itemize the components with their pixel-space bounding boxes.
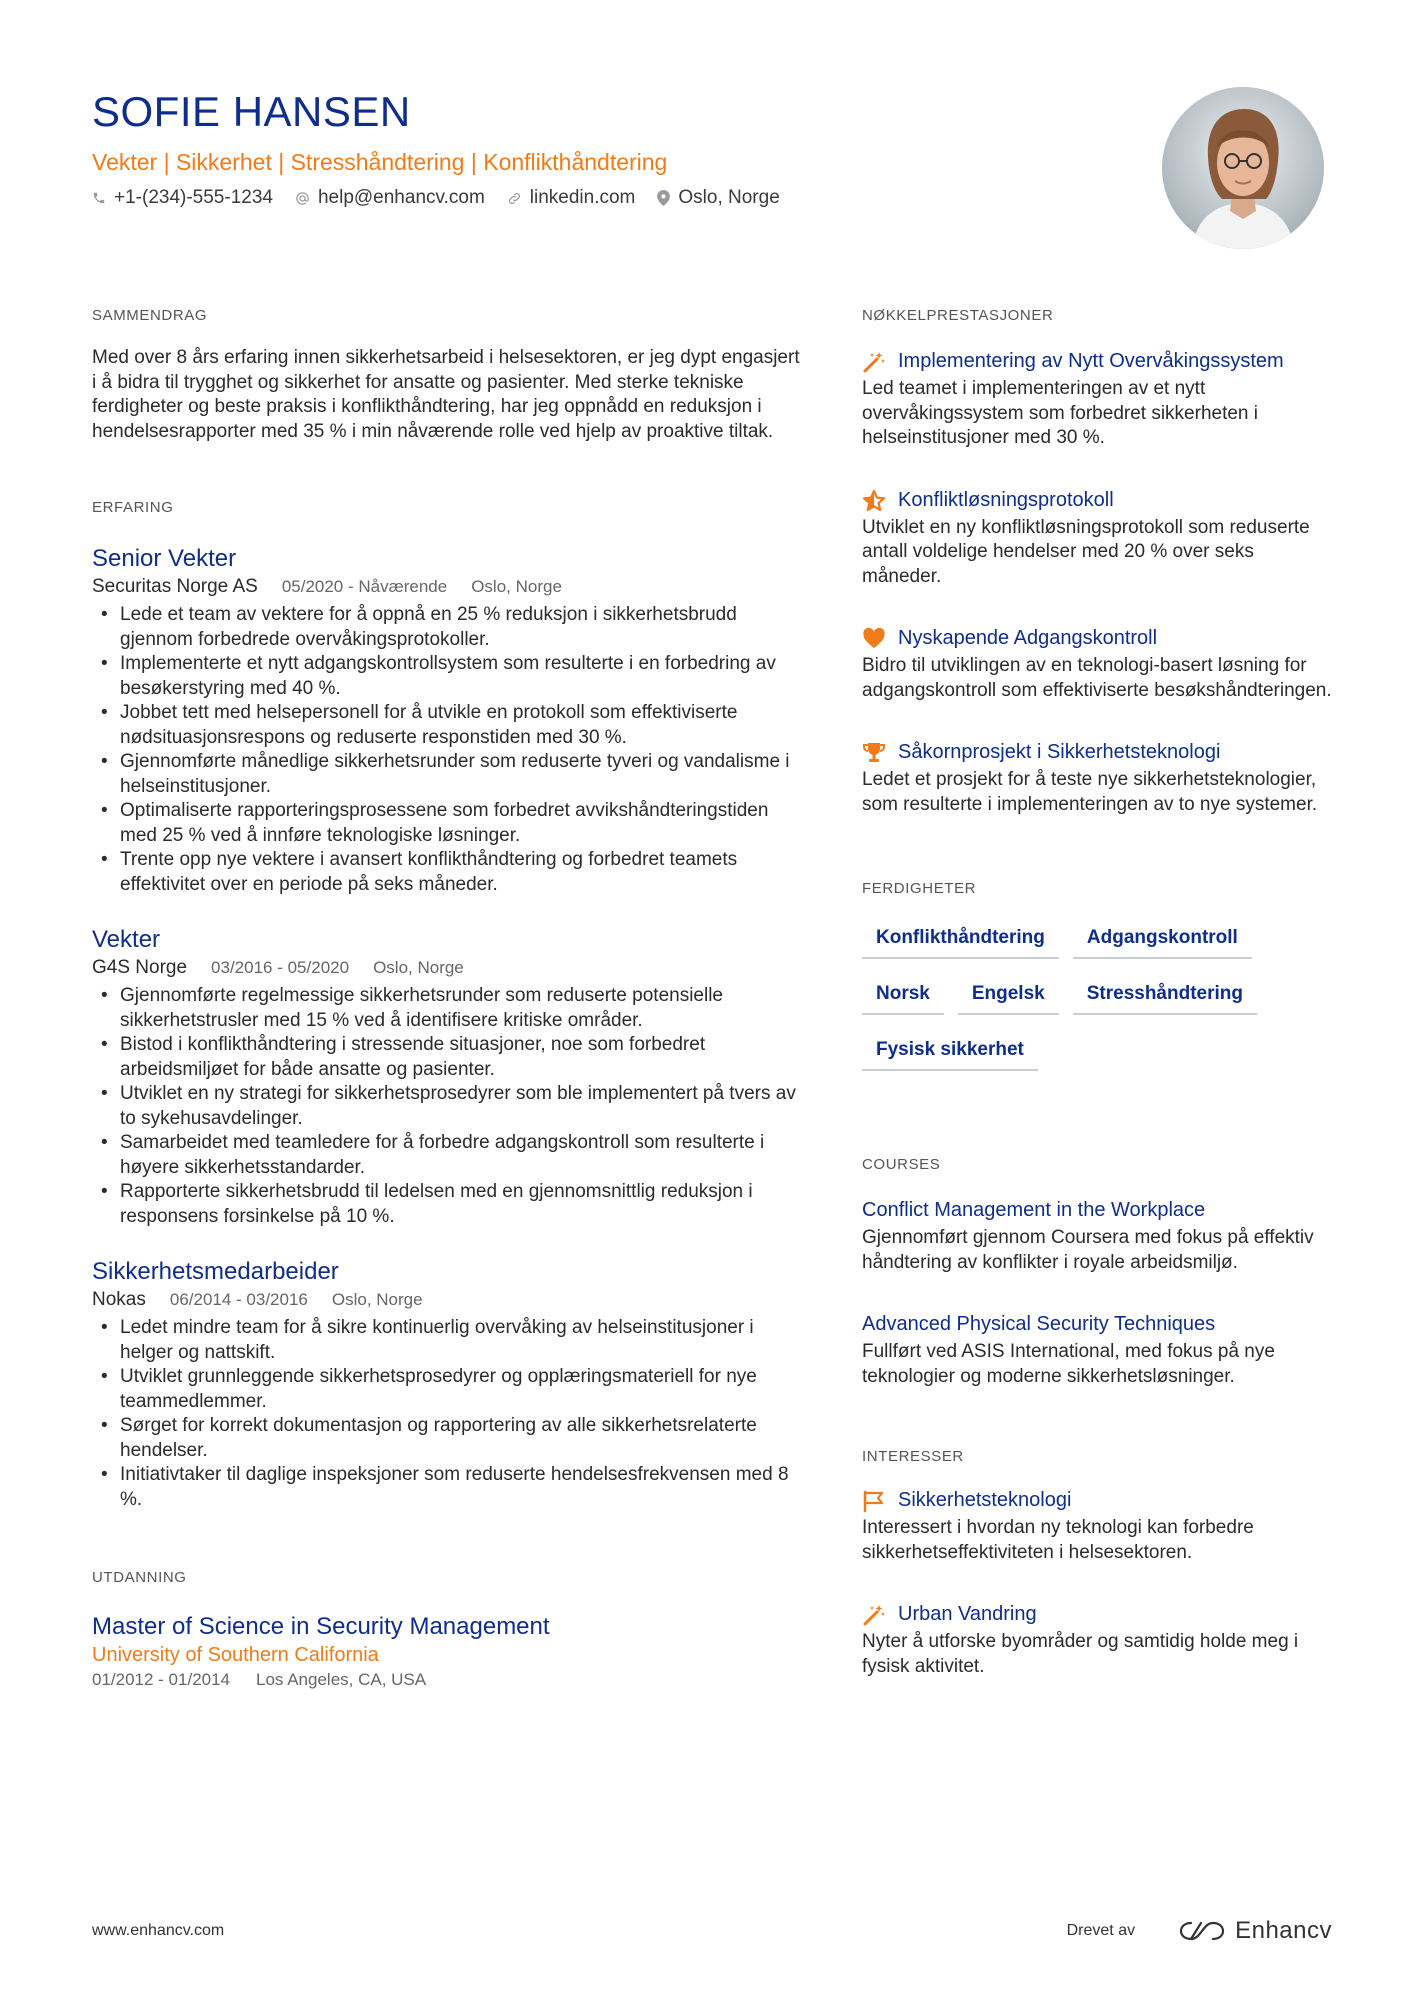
skill-tag: Stresshåndtering xyxy=(1073,975,1257,1015)
job-title: Sikkerhetsmedarbeider xyxy=(92,1258,339,1285)
contact-location xyxy=(657,184,779,212)
job-title: Vekter xyxy=(92,926,161,953)
skill-tag: Adgangskontroll xyxy=(1073,919,1252,959)
bullet-item: • Ledet mindre team for å sikre kontinuerlig overvåking av helseinstitusjoner i helger og nattskift. xyxy=(92,1316,804,1365)
enhancv-logo[interactable] xyxy=(1179,1917,1332,1945)
interests-heading: INTERESSER xyxy=(862,1448,964,1465)
left-column xyxy=(92,306,804,1692)
achievement-item xyxy=(862,739,1332,817)
achievement-title: Såkornprosjekt i Sikkerhetsteknologi xyxy=(898,741,1221,763)
heart-icon xyxy=(862,627,886,651)
achievement-text: Bidro til utviklingen av en teknologi-basert løsning for adgangskontroll som effektiviserte besøkshåndteringen. xyxy=(862,655,1332,701)
trophy-icon xyxy=(862,741,886,765)
job-location: Oslo, Norge xyxy=(331,1290,423,1309)
bullet-item: • Lede et team av vektere for å oppnå en 25 % reduksjon i sikkerhetsbrudd gjennom forbedrede overvåkingsprotokoller. xyxy=(92,603,804,652)
education-dates: 01/2012 - 01/2014 xyxy=(92,1670,231,1689)
bullet-item: • Implementerte et nytt adgangskontrollsystem som resulterte i en forbedring av besøkerstyring med 40 %. xyxy=(92,652,804,701)
bullet-item: • Samarbeidet med teamledere for å forbedre adgangskontroll som resulterte i høyere sikkerhetsstandarder. xyxy=(92,1131,804,1180)
job-dates: 03/2016 - 05/2020 xyxy=(211,958,350,977)
skill-tag: Norsk xyxy=(862,975,944,1015)
powered-by-text: Drevet av xyxy=(1066,1922,1136,1939)
contact-email[interactable] xyxy=(295,184,485,212)
skills-list xyxy=(862,919,1302,1087)
job-meta xyxy=(92,955,804,981)
job-title: Senior Vekter xyxy=(92,545,237,572)
summary-text: Med over 8 års erfaring innen sikkerhetsarbeid i helsesektoren, er jeg dypt engasjert i å bidra til trygghet og sikkerhet for ansatte og pasienter. Med sterke tekniske ferdigheter og beste praksis i konflikthåndtering, har jeg oppnådd en reduksjon i hendelsesrapporter med 35 % i min nåværende rolle ved hjelp av proaktive tiltak. xyxy=(92,347,800,442)
bullet-item: • Gjennomførte månedlige sikkerhetsrunder som reduserte tyveri og vandalisme i helseinstitusjoner. xyxy=(92,750,804,799)
candidate-name: SOFIE HANSEN xyxy=(92,88,411,135)
bullet-item: • Utviklet en ny strategi for sikkerhetsprosedyrer som ble implementert på tvers av to sykehusavdelinger. xyxy=(92,1082,804,1131)
school-name: University of Southern California xyxy=(92,1644,379,1666)
interest-text: Nyter å utforske byområder og samtidig holde meg i fysisk aktivitet. xyxy=(862,1631,1299,1677)
location-pin-icon xyxy=(657,190,670,206)
bullet-item: • Jobbet tett med helsepersonell for å utvikle en protokoll som effektiviserte nødsituasjonsrespons og reduserte responstiden med 30 %. xyxy=(92,701,804,750)
bullet-item: • Rapporterte sikkerhetsbrudd til ledelsen med en gjennomsnittlig reduksjon i responsens forsinkelse på 10 %. xyxy=(92,1180,804,1229)
interests-section xyxy=(862,1447,1332,1679)
interest-text: Interessert i hvordan ny teknologi kan forbedre sikkerhetseffektiviteten i helsesektoren. xyxy=(862,1517,1254,1563)
education-meta xyxy=(92,1668,804,1692)
right-column xyxy=(862,306,1332,1679)
job-meta xyxy=(92,1287,804,1313)
interest-title: Urban Vandring xyxy=(898,1603,1037,1625)
company-name: Nokas xyxy=(92,1289,146,1310)
courses-heading: COURSES xyxy=(862,1156,941,1173)
at-icon xyxy=(295,191,310,206)
footer xyxy=(92,1916,1332,1946)
education-section xyxy=(92,1568,804,1692)
job-location: Oslo, Norge xyxy=(373,958,464,977)
footer-url[interactable]: www.enhancv.com xyxy=(92,1922,225,1939)
achievement-text: Led teamet i implementeringen av et nytt overvåkingssystem som forbedret sikkerheten i helseinstitusjoner med 30 %. xyxy=(862,378,1258,448)
magic-wand-icon xyxy=(862,350,886,374)
bullet-item: • Optimaliserte rapporteringsprosessene som forbedret avvikshåndteringstiden med 25 % ved å innføre teknologiske løsninger. xyxy=(92,799,804,848)
contact-linkedin[interactable] xyxy=(507,184,636,212)
achievement-title: Implementering av Nytt Overvåkingssystem xyxy=(898,350,1284,372)
experience-section xyxy=(92,498,804,1512)
bullet-item: • Utviklet grunnleggende sikkerhetsprosedyrer og opplæringsmateriell for nye teammedlemmer. xyxy=(92,1365,804,1414)
achievement-text: Ledet et prosjekt for å teste nye sikkerhetsteknologier, som resulterte i implementeringen av to nye systemer. xyxy=(862,769,1318,815)
achievement-title: Nyskapende Adgangskontroll xyxy=(898,627,1158,649)
interest-item xyxy=(862,1487,1332,1565)
summary-heading: SAMMENDRAG xyxy=(92,307,208,324)
achievements-heading: NØKKELPRESTASJONER xyxy=(862,307,1054,324)
linkedin-text: linkedin.com xyxy=(529,187,636,208)
achievement-title: Konfliktløsningsprotokoll xyxy=(898,488,1114,511)
interest-title: Sikkerhetsteknologi xyxy=(898,1489,1072,1511)
company-name: Securitas Norge AS xyxy=(92,576,258,597)
bullet-item: • Gjennomførte regelmessige sikkerhetsrunder som reduserte potensielle sikkerhetstrusler med 15 % ved å identifisere kritiske områder. xyxy=(92,984,804,1033)
location-text: Oslo, Norge xyxy=(678,187,780,208)
job-entry xyxy=(92,1257,804,1512)
course-text: Gjennomført gjennom Coursera med fokus på effektiv håndtering av konflikter i royale arbeidsmiljø. xyxy=(862,1227,1314,1273)
degree-title: Master of Science in Security Management xyxy=(92,1613,550,1640)
enhancv-logo-icon xyxy=(1179,1920,1225,1942)
education-location: Los Angeles, CA, USA xyxy=(256,1670,427,1689)
skills-section xyxy=(862,879,1332,1087)
course-item xyxy=(862,1311,1332,1389)
brand-name: Enhancv xyxy=(1235,1917,1332,1944)
course-item xyxy=(862,1197,1332,1275)
achievement-item xyxy=(862,487,1332,590)
avatar xyxy=(1162,87,1324,249)
link-icon xyxy=(507,191,522,206)
interest-item xyxy=(862,1601,1332,1679)
bullet-item: • Trente opp nye vektere i avansert konflikthåndtering og forbedret teamets effektivitet over en periode på seks måneder. xyxy=(92,848,804,897)
experience-heading: ERFARING xyxy=(92,499,174,516)
footer-branding xyxy=(1067,1917,1332,1945)
contact-phone xyxy=(92,184,273,212)
flag-icon xyxy=(862,1489,886,1513)
job-meta xyxy=(92,574,804,600)
skill-tag: Engelsk xyxy=(958,975,1059,1015)
skill-tag: Konflikthåndtering xyxy=(862,919,1059,959)
profile-photo xyxy=(1162,87,1324,249)
job-bullets xyxy=(92,603,804,897)
job-dates: 06/2014 - 03/2016 xyxy=(169,1290,308,1309)
star-icon xyxy=(862,489,886,513)
education-heading: UTDANNING xyxy=(92,1569,187,1586)
achievement-item xyxy=(862,625,1332,703)
bullet-item: • Bistod i konflikthåndtering i stressende situasjoner, noe som forbedret arbeidsmiljøet for både ansatte og pasienter. xyxy=(92,1033,804,1082)
bullet-item: • Initiativtaker til daglige inspeksjoner som reduserte hendelsesfrekvensen med 8 %. xyxy=(92,1463,804,1512)
job-entry xyxy=(92,544,804,897)
skill-tag: Fysisk sikkerhet xyxy=(862,1031,1038,1071)
company-name: G4S Norge xyxy=(92,957,188,978)
course-title: Advanced Physical Security Techniques xyxy=(862,1313,1216,1335)
achievement-item xyxy=(862,348,1332,451)
job-bullets xyxy=(92,1316,804,1512)
skills-heading: FERDIGHETER xyxy=(862,880,977,897)
bullet-item: • Sørget for korrekt dokumentasjon og rapportering av alle sikkerhetsrelaterte hendelser. xyxy=(92,1414,804,1463)
phone-text: +1-(234)-555-1234 xyxy=(114,187,273,208)
job-bullets xyxy=(92,984,804,1229)
contact-row xyxy=(92,184,1132,212)
course-title: Conflict Management in the Workplace xyxy=(862,1199,1206,1221)
job-entry xyxy=(92,925,804,1229)
email-text: help@enhancv.com xyxy=(317,187,485,208)
courses-section xyxy=(862,1155,1332,1389)
phone-icon xyxy=(92,191,106,205)
course-text: Fullført ved ASIS International, med fokus på nye teknologier og moderne sikkerhetsløsninger. xyxy=(862,1341,1275,1387)
headline: Vekter | Sikkerhet | Stresshåndtering | Konflikthåndtering xyxy=(92,149,668,175)
job-dates: 05/2020 - Nåværende xyxy=(281,577,448,596)
magic-wand-icon xyxy=(862,1603,886,1627)
resume-header xyxy=(92,86,1132,212)
achievement-text: Utviklet en ny konfliktløsningsprotokoll som reduserte antall voldelige hendelser med 20 % over seks måneder. xyxy=(862,516,1310,587)
job-location: Oslo, Norge xyxy=(471,577,562,596)
